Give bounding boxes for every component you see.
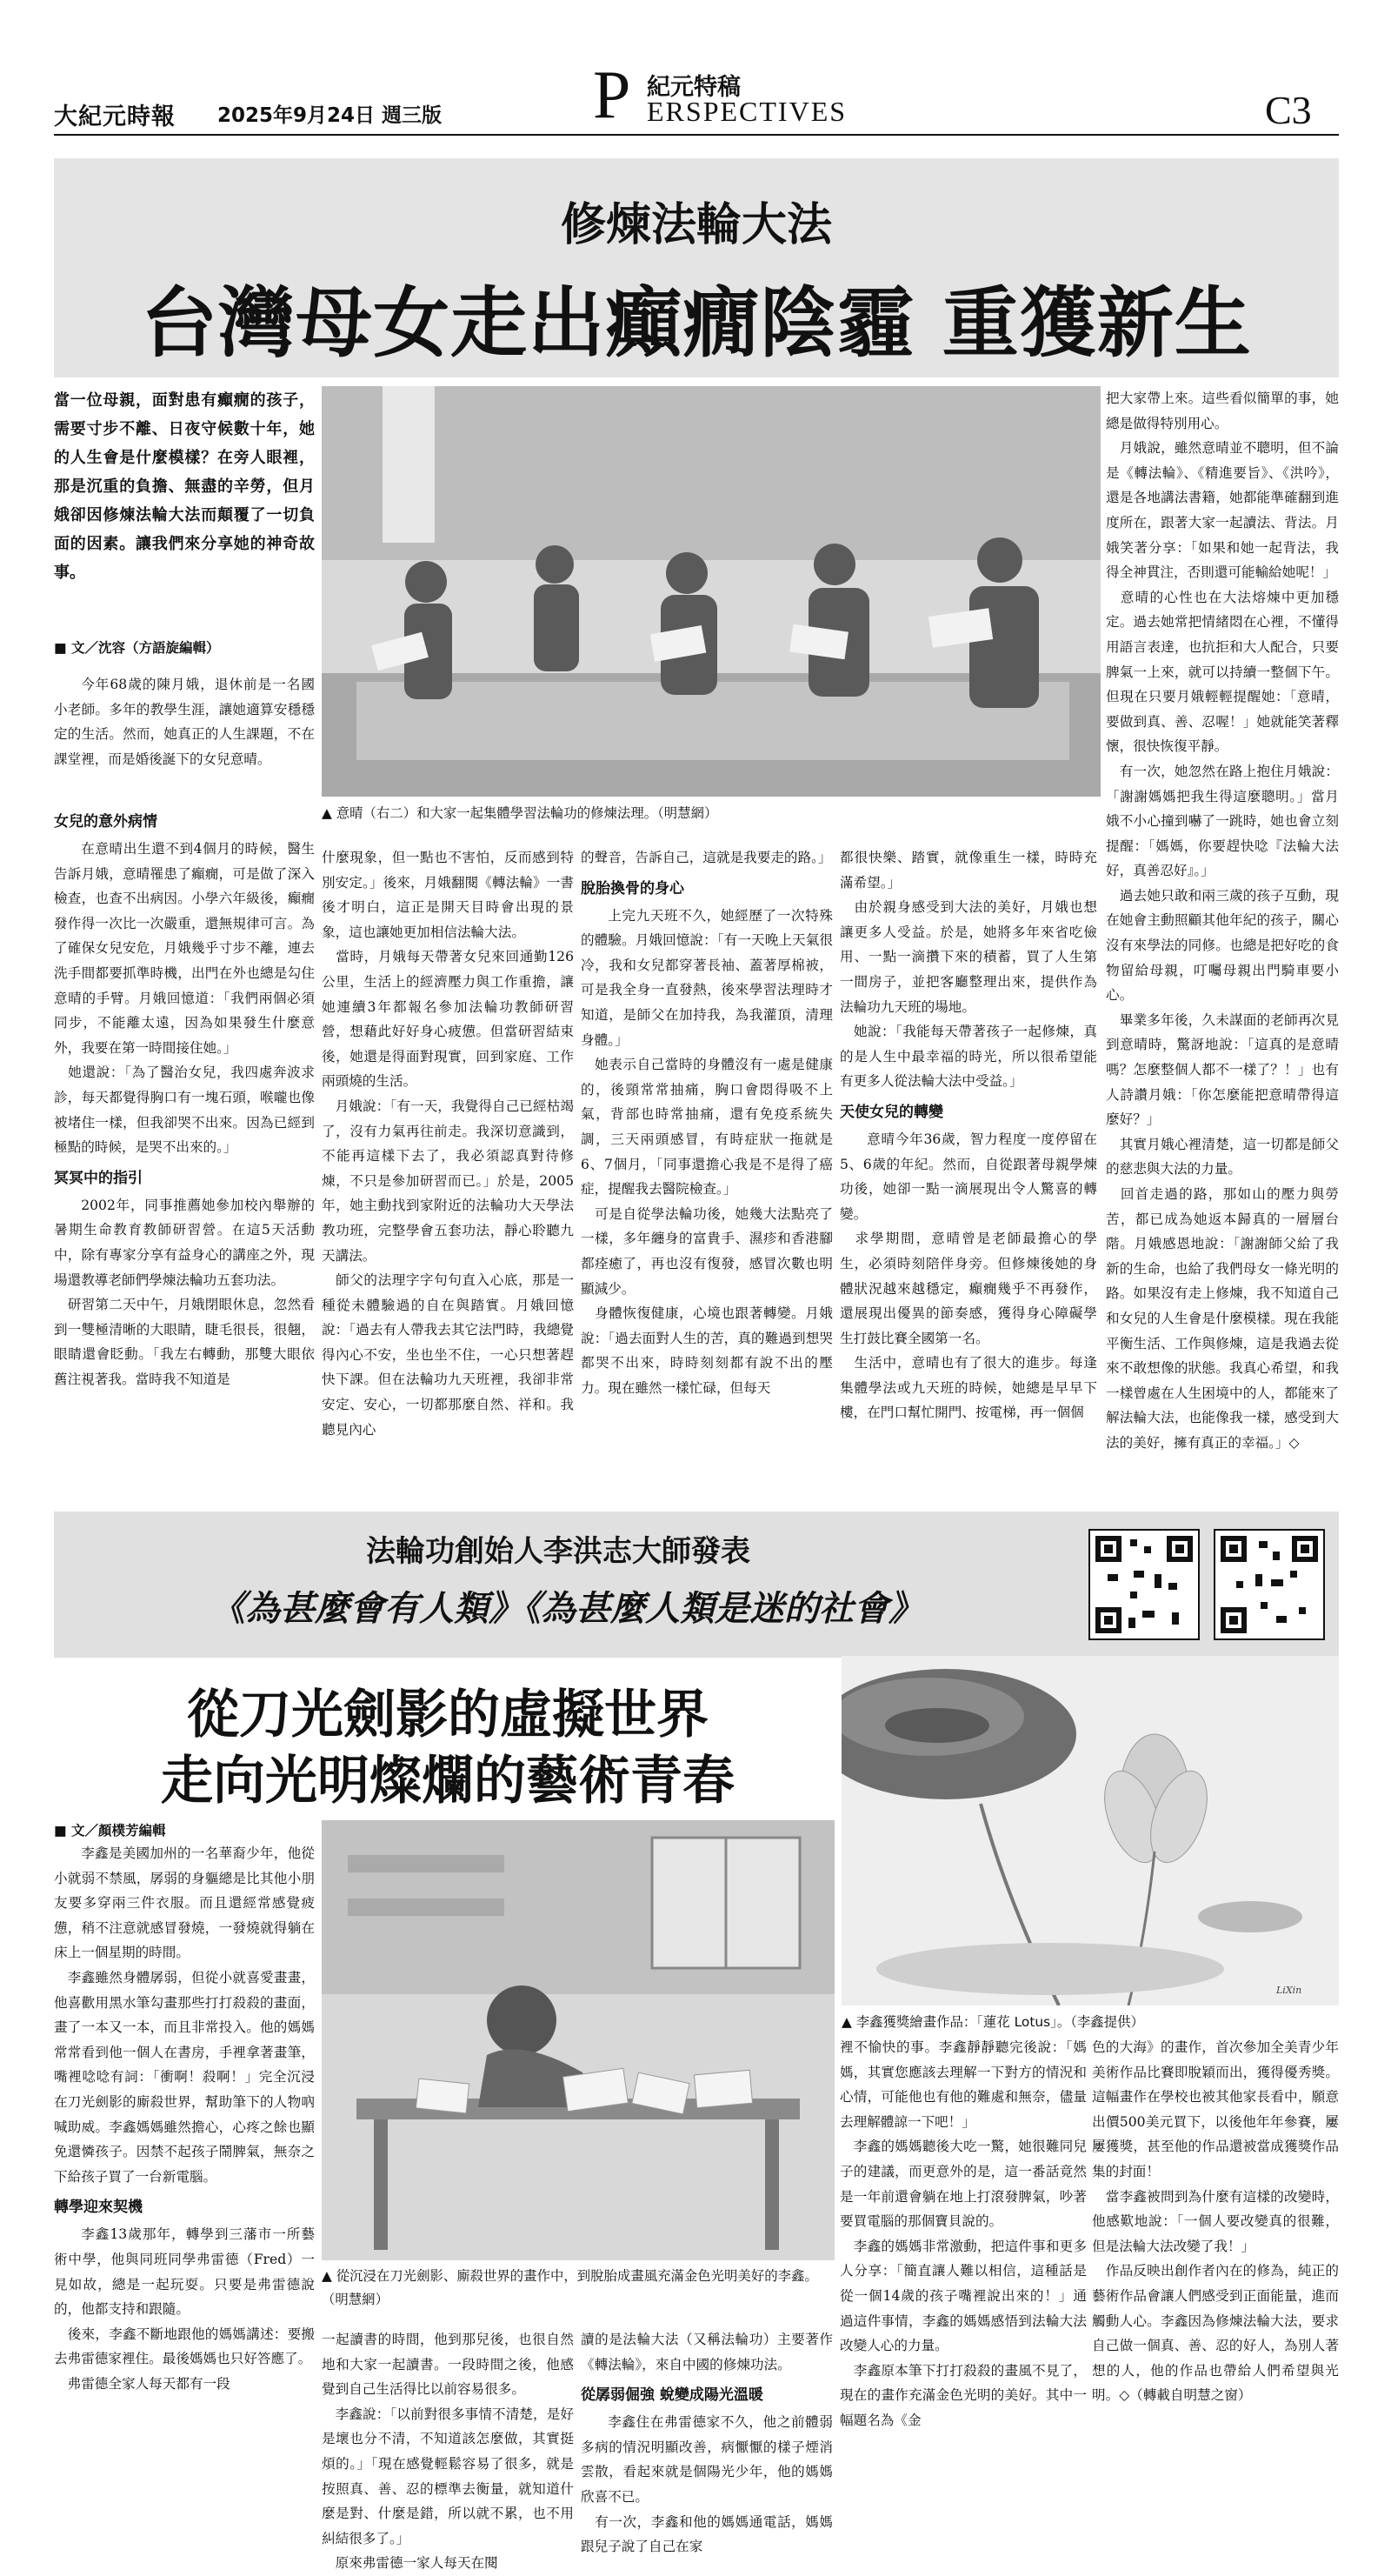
qr-code-2[interactable] [1214,1529,1325,1640]
article2-para5: 李鑫住在弗雷德家不久，他之前體弱多病的情況明顯改善，病懨懨的樣子煙消雲散，看起來就是個陽光少年，他的媽媽欣喜不已。 有一次，李鑫和他的媽媽通電話，媽媽跟兒子說了自己在家 [581,2414,833,2555]
paper-name: 大紀元時報 [54,103,176,130]
article1-photo [322,386,1101,797]
subhead-transformation: 從孱弱倔強 蛻變成陽光溫暖 [581,2386,763,2405]
banner-line2: 《為甚麼會有人類》《為甚麼人類是迷的社會》 [210,1588,923,1629]
group-study-photo [322,386,1101,797]
article2-headline-line2: 走向光明燦爛的藝術青春 [161,1751,735,1812]
article1-col1 [54,804,315,1391]
article2-para6: 裡不愉快的事。李鑫靜靜聽完後說：「媽媽，其實您應該去理解一下對方的情況和心情，可能他也有他的難處和無奈，儘量去理解體諒一下吧！」 李鑫的媽媽聽後大吃一驚，她很難同兒子的建議，而更意外的是，這一番話竟然是一年前還會躺在地上打滾發脾氣，吵著要買電腦的那個寶貝說的。 李鑫的媽媽非常激動，把這件事和更多人分享：「簡直讓人難以相信，這種話是從一個14歲的孩子嘴裡說出來的！」通過這件事情，李鑫的媽媽感悟到法輪大法改變人心的力量。 李鑫原本筆下打打殺殺的畫風不見了，現在的畫作充滿金色光明的美好。其中一幅題名為《金 [840,2039,1087,2428]
masthead-rule [54,134,1339,136]
article1-col2 [322,845,574,1442]
article1-col4 [840,845,1097,1425]
article2-col3 [581,2327,833,2559]
article1-header [54,158,1339,377]
article2-para7: 色的大海》的畫作，首次參加全美青少年美術作品比賽即脫穎而出，獲得優秀獎。這幅畫作在學校也被其他家長看中，願意出價500美元買下，以後他年年參賽，屢屢獲獎，甚至他的作品還被當成獲獎作品集的封面！ 當李鑫被問到為什麼有這樣的改變時，他感歎地說：「一個人要改變真的很難，但是法輪大法改變了我！」 作品反映出創作者內在的修為，純正的藝術作品會讓人們感受到正面能量，進而觸動人心。李鑫因為修煉法輪大法，要求自己做一個真、善、忍的好人，為別人著想的人，他的作品也帶給人們希望與光明。◇（轉載自明慧之窗） [1092,2039,1339,2404]
article1-kicker: 修煉法輪大法 [560,199,832,251]
subhead-daughter-illness: 女兒的意外病情 [54,813,157,831]
page-number: C3 [1265,88,1312,132]
article2-para2: 李鑫13歲那年，轉學到三藩市一所藝術中學，他與同班同學弗雷德（Fred）一見如故，總是一起玩耍。只要是弗雷德說的，他都支持和跟隨。 後來，李鑫不斷地跟他的媽媽講述：要搬去弗雷德家裡住。最後媽媽也只好答應了。 弗雷德全家人每天都有一段 [54,2226,315,2392]
article1-para7: 意晴今年36歲，智力程度一度停留在5、6歲的年紀。然而，自從跟著母親學煉功後，她卻一點一滴展現出令人驚喜的轉變。 求學期間，意晴曾是老師最擔心的學生，必須時刻陪伴身旁。但修煉後她的身體狀況越來越穩定，癲癇幾乎不再發作，還展現出優異的節奏感，獲得身心障礙學生打鼓比賽全國第一名。 生活中，意晴也有了很大的進步。每逢集體學法或九天班的時候，她總是早早下樓，在門口幫忙開門、按電梯，再一個個 [840,1131,1097,1421]
lotus-painting [842,1656,1339,2005]
article2-col2 [322,2327,574,2576]
article2-illustration-caption: ▲ 從沉浸在刀光劍影、廝殺世界的畫作中，到脫胎成畫風充滿金色光明美好的李鑫。（明慧網） [322,2268,818,2307]
qr-code-1[interactable] [1088,1529,1200,1640]
boy-drawing-illustration [322,1820,835,2260]
article1-lead: 當一位母親，面對患有癲癇的孩子，需要寸步不離、日夜守候數十年，她的人生會是什麼模樣？在旁人眼裡，那是沉重的負擔、無盡的辛勞，但月娥卻因修煉法輪大法而顛覆了一切負面的因素。讓我們來分享她的神奇故事。 [54,391,315,582]
article1-photo-caption: ▲ 意晴（右二）和大家一起集體學習法輪功的修煉法理。（明慧網） [322,805,718,821]
article1-byline: ■ 文／沈容（方語旋編輯） [54,640,220,656]
article1-headline: 台灣母女走出癲癇陰霾 重獲新生 [141,278,1252,368]
article2-headline-line1: 從刀光劍影的虛擬世界 [187,1685,709,1745]
subhead-angel-daughter: 天使女兒的轉變 [840,1103,943,1121]
lecture-banner [54,1512,1339,1658]
banner-line1: 法輪功創始人李洪志大師發表 [366,1534,750,1569]
article1-intro: 今年68歲的陳月娥，退休前是一名國小老師。多年的教學生涯，讓她適算安穩穩定的生活。然而，她真正的人生課題，不在課堂裡，而是婚後誕下的女兒意晴。 [54,677,315,767]
article1-para2: 2002年，同事推薦她參加校內舉辦的暑期生命教育教師研習營。在這5天活動中，除有專家分享有益身心的講座之外，現場還教導老師們學煉法輪功五套功法。 研習第二天中午，月娥閉眼休息，忽然看到一雙極清晰的大眼睛，睫毛很長，很翹，眼睛還會眨動。「我左右轉動，那雙大眼依舊注視著我。當時我不知道是 [54,1197,315,1387]
painting-signature: LiXin [1276,1985,1302,1996]
issue-date: 2025年9月24日 週三版 [217,104,443,127]
article1-col5 [1106,386,1339,1456]
article2-col5 [1092,2035,1339,2408]
article2-col4 [840,2035,1087,2433]
article1-lead-column [54,386,315,771]
subhead-guidance: 冥冥中的指引 [54,1169,143,1187]
article1-para3: 什麼現象，但一點也不害怕，反而感到特別安定。」後來，月娥翻閱《轉法輪》一書後才明白，這正是開天目時會出現的景象，這也讓她更加相信法輪大法。 當時，月娥每天帶著女兒來回通勤126公里，生活上的經濟壓力與工作重擔，讓她連續3年都報名參加法輪功教師研習營，想藉此好好身心疲憊。但當研習結束後，她還是得面對現實，回到家庭、工作兩頭燒的生活。 月娥說：「有一天，我覺得自己已經枯竭了，沒有力氣再往前走。我深切意識到，不能再這樣下去了，我必須認真對待修煉，不只是參加研習而已。」於是，2005年，她主動找到家附近的法輪功大天學法教功班，完整學會五套功法，靜心聆聽九天講法。 師父的法理字字句句直入心底，那是一種從未體驗過的自在與踏實。月娥回憶說：「過去有人帶我去其它法門時，我總覺得內心不安，坐也坐不住，一心只想著趕快下課。但在法輪功九天班裡，我卻非常安定、安心，一切都那麼自然、祥和。我聽見內心 [322,850,574,1438]
subhead-body-mind: 脫胎換骨的身心 [581,879,684,898]
article2-para1: 李鑫是美國加州的一名華裔少年，他從小就弱不禁風，孱弱的身軀總是比其他小朋友要多穿兩三件衣服。而且還經常感覺疲憊，稍不注意就感冒發燒，一發燒就得躺在床上一個星期的時間。 李鑫雖然身體孱弱，但從小就喜愛畫畫，他喜歡用黑水筆勾畫那些打打殺殺的畫面，畫了一本又一本，而且非常投入。他的媽媽常常看到他一個人在書房，手裡拿著畫筆，嘴裡唸唸有詞：「衝啊！殺啊！」完全沉浸在刀光劍影的廝殺世界，幫助筆下的人物吶喊助威。李鑫媽媽雖然擔心，心疼之餘也顯免還憐孩子。因禁不起孩子鬧脾氣，無奈之下給孩子買了一台新電腦。 [54,1845,315,2185]
subhead-transfer-school: 轉學迎來契機 [54,2199,143,2217]
article2-byline: ■ 文／顏樸芳編輯 [54,1823,166,1839]
article1-para5: 上完九天班不久，她經歷了一次特殊的體驗。月娥回憶說：「有一天晚上天氣很冷，我和女兒都穿著長袖、蓋著厚棉被，可是我全身一直發熱，後來學習法理時才知道，是師父在加持我，為我灌頂，清理身體。」 她表示自己當時的身體沒有一處是健康的，後頸常常抽痛，胸口會悶得吸不上氣，背部也時常抽痛，還有免疫系統失調，三天兩頭感冒，有時症狀一拖就是6、7個月，「同事還擔心我是不是得了癌症，提醒我去醫院檢查。」 可是自從學法輪功後，她幾大法點亮了一樣，多年纏身的富貴手、濕疹和香港腳都痊癒了，再也沒有復發，感冒次數也明顯減少。 身體恢復健康，心境也跟著轉變。月娥說：「過去面對人生的苦，真的難過到想哭都哭不出來，時時刻刻都有說不出的壓力。現在雖然一樣忙碌，但每天 [581,907,833,1396]
article2-painting [842,1656,1339,2005]
section-title-en: ERSPECTIVES [647,96,848,127]
article2-para4: 讀的是法輪大法（又稱法輪功）主要著作《轉法輪》，來自中國的修煉功法。 [581,2332,833,2372]
masthead [0,0,1391,139]
article1-para1: 在意晴出生還不到4個月的時候，醫生告訴月娥，意晴罹患了癲癇，可是做了深入檢查，也查不出病因。小學六年級後，癲癇發作得一次比一次嚴重，還無規律可言。為了確保女兒安危，月娥幾乎寸步不離，連去洗手間都要抓準時機，出門在外也總是勾住意晴的手臂。月娥回憶道：「我們兩個必須同步，不能離太遠，因為如果發生什麼意外，我要在第一時間接住她。」 她還說：「為了醫治女兒，我四處奔波求診，每天都覺得胸口有一塊石頭，喉嚨也像被堵住一樣，但我卻哭不出來。因為已經到極點的時候，是哭不出來的。」 [54,841,315,1156]
article2-illustration [322,1820,835,2260]
article2-para3: 一起讀書的時間，他到那兒後，也很自然地和大家一起讀書。一段時間之後，他感覺到自己生活得比以前容易很多。 李鑫說：「以前對很多事情不清楚，是好是壞也分不清，不知道該怎麼做，其實挺煩的。」「現在感覺輕鬆容易了很多，就是按照真、善、忍的標準去衡量，就知道什麼是對、什麼是錯，所以就不累，也不用糾結很多了。」 原來弗雷德一家人每天在閱 [322,2332,574,2572]
article1-col3 [581,845,833,1400]
section-initial: P [593,57,631,132]
article1-para6: 都很快樂、踏實，就像重生一樣，時時充滿希望。」 由於親身感受到大法的美好，月娥也想讓更多人受益。於是，她將多年來省吃儉用、一點一滴攢下來的積蓄，買了人生第一間房子，並把客廳整理出來，提供作為法輪功九天班的場地。 她說：「我能每天帶著孩子一起修煉，真的是人生中最幸福的時光，所以很希望能有更多人從法輪大法中受益。」 [840,850,1097,1090]
article2-painting-caption: ▲ 李鑫獲獎繪畫作品：「蓮花 Lotus」。（李鑫提供） [842,2014,1144,2030]
section-title-cn: 紀元特稿 [647,74,741,101]
article1-para8: 把大家帶上來。這些看似簡單的事，她總是做得特別用心。 月娥說，雖然意晴並不聰明，但不論是《轉法輪》、《精進要旨》、《洪吟》，還是各地講法書籍，她都能準確翻到進度所在，跟著大家一起讀法、背法。月娥笑著分享：「如果和她一起背法，我得全神貫注，否則還可能輸給她呢！」 意晴的心性也在大法熔煉中更加穩定。過去她常把情緒悶在心裡，不懂得用語言表達，也抗拒和大人配合，只要脾氣一上來，就可以持續一整個下午。但現在只要月娥輕輕提醒她：「意晴，要做到真、善、忍喔！」她就能笑著釋懷，很快恢復平靜。 有一次，她忽然在路上抱住月娥說：「謝謝媽媽把我生得這麼聰明。」當月娥不小心撞到嚇了一跳時，她也會立刻提醒：「媽媽，你要趕快唸『法輪大法好，真善忍好』。」 過去她只敢和兩三歲的孩子互動，現在她會主動照顧其他年紀的孩子，關心沒有來學法的同修。也總是把好吃的食物留給母親，叮囑母親出門騎車要小心。 畢業多年後，久未謀面的老師再次見到意晴時，驚訝地說：「這真的是意晴嗎？怎麼整個人都不一樣了？！」也有人詩讚月娥：「你怎麼能把意晴帶得這麼好？」 其實月娥心裡清楚，這一切都是師父的慈悲與大法的力量。 回首走過的路，那如山的壓力與勞苦，都已成為她返本歸真的一層層台階。月娥感恩地說：「謝謝師父給了我新的生命，也給了我們母女一條光明的路。如果沒有走上修煉，我不知道自己和女兒的人生會是什麼模樣。現在我能平衡生活、工作與修煉，這是我過去從來不敢想像的狀態。我真心希望，和我一樣曾處在人生困境中的人，都能來了解法輪大法，也能像我一樣，感受到大法的美好，擁有真正的幸福。」◇ [1106,390,1339,1451]
article1-para4: 的聲音，告訴自己，這就是我要走的路。」 [581,850,832,865]
article2-col1 [54,1820,315,2396]
